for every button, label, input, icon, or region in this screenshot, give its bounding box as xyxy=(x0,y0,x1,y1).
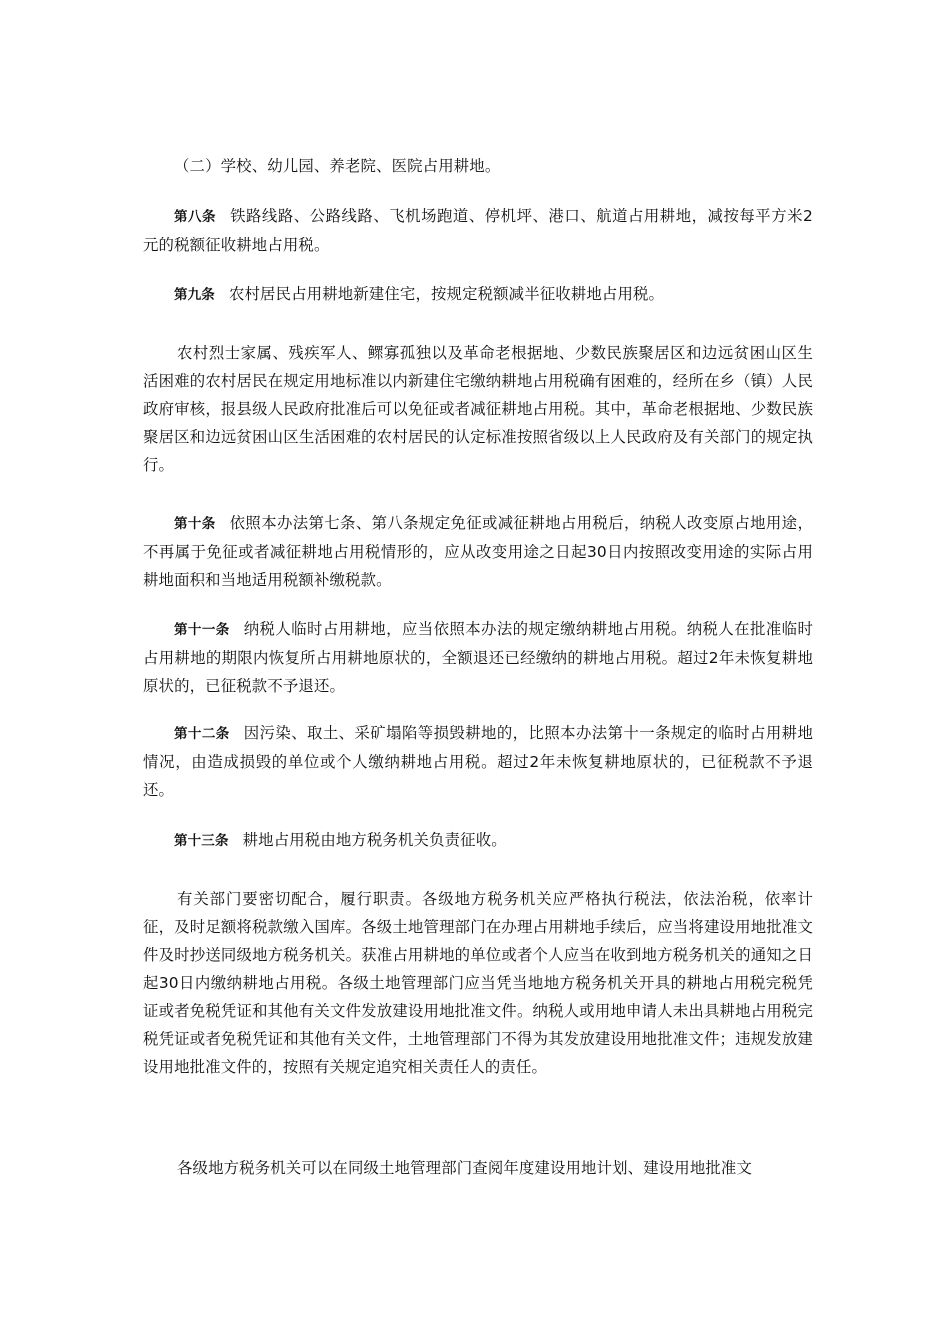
article-11 xyxy=(143,615,813,700)
paragraph-text: 因污染、取土、采矿塌陷等损毁耕地的，比照本办法第十一条规定的临时占用耕地情况，由造成损毁的单位或个人缴纳耕地占用税。超过2年未恢复耕地原状的，已征税款不予退还。 xyxy=(143,724,813,799)
paragraph-text: （二）学校、幼儿园、养老院、医院占用耕地。 xyxy=(174,157,501,175)
paragraph-text: 农村居民占用耕地新建住宅，按规定税额减半征收耕地占用税。 xyxy=(228,285,665,303)
paragraph-text: 农村烈士家属、残疾军人、鳏寡孤独以及革命老根据地、少数民族聚居区和边远贫困山区生活困难的农村居民在规定用地标准以内新建住宅缴纳耕地占用税确有困难的，经所在乡（镇）人民政府审核，报县级人民政府批准后可以免征或者减征耕地占用税。其中，革命老根据地、少数民族聚居区和边远贫困山区生活困难的农村居民的认定标准按照省级以上人民政府及有关部门的规定执行。 xyxy=(143,344,813,474)
article-number: 第十二条 xyxy=(174,726,230,742)
paragraph-tax-office-review xyxy=(143,1154,813,1182)
article-8 xyxy=(143,202,813,259)
paragraph-text: 依照本办法第七条、第八条规定免征或减征耕地占用税后，纳税人改变原占地用途，不再属于免征或者减征耕地占用税情形的，应从改变用途之日起30日内按照改变用途的实际占用耕地面积和当地适用税额补缴税款。 xyxy=(143,514,813,589)
article-number: 第九条 xyxy=(174,287,215,303)
paragraph-text: 各级地方税务机关可以在同级土地管理部门查阅年度建设用地计划、建设用地批准文 xyxy=(177,1159,753,1177)
paragraph-school-kindergarten xyxy=(143,152,813,180)
paragraph-text: 纳税人临时占用耕地，应当依照本办法的规定缴纳耕地占用税。纳税人在批准临时占用耕地的期限内恢复所占用耕地原状的，全额退还已经缴纳的耕地占用税。超过2年未恢复耕地原状的，已征税款不予退还。 xyxy=(143,620,813,695)
paragraph-department-cooperation xyxy=(143,885,813,1081)
paragraph-text: 铁路线路、公路线路、飞机场跑道、停机坪、港口、航道占用耕地，减按每平方米2元的税额征收耕地占用税。 xyxy=(143,207,813,254)
paragraph-rural-residents xyxy=(143,339,813,479)
article-10 xyxy=(143,509,813,594)
article-number: 第十一条 xyxy=(174,622,230,638)
article-9 xyxy=(143,280,813,309)
article-number: 第十三条 xyxy=(174,833,229,849)
article-number: 第八条 xyxy=(174,209,217,225)
paragraph-text: 有关部门要密切配合，履行职责。各级地方税务机关应严格执行税法，依法治税，依率计征，及时足额将税款缴入国库。各级土地管理部门在办理占用耕地手续后，应当将建设用地批准文件及时抄送同级地方税务机关。获准占用耕地的单位或者个人应当在收到地方税务机关的通知之日起30日内缴纳耕地占用税。各级土地管理部门应当凭当地地方税务机关开具的耕地占用税完税凭证或者免税凭证和其他有关文件发放建设用地批准文件。纳税人或用地申请人未出具耕地占用税完税凭证或者免税凭证和其他有关文件，土地管理部门不得为其发放建设用地批准文件；违规发放建设用地批准文件的，按照有关规定追究相关责任人的责任。 xyxy=(143,890,813,1076)
article-12 xyxy=(143,719,813,804)
paragraph-text: 耕地占用税由地方税务机关负责征收。 xyxy=(242,831,507,849)
article-number: 第十条 xyxy=(174,516,216,532)
article-13 xyxy=(143,826,813,855)
